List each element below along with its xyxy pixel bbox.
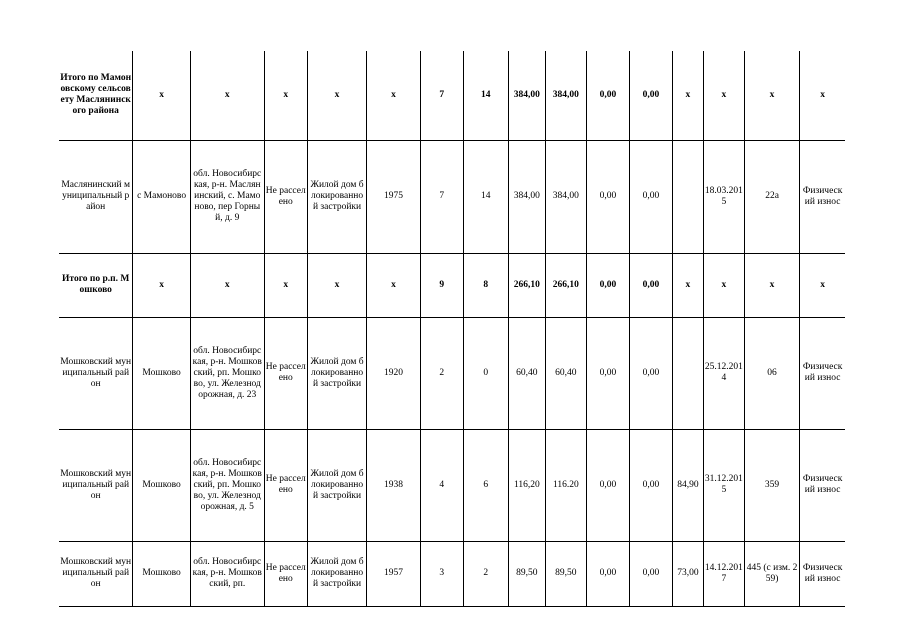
cell-area-b: 0,00 bbox=[586, 253, 629, 317]
cell-area-total: 384,00 bbox=[508, 140, 545, 253]
cell-reason: Физический износ bbox=[800, 317, 845, 429]
cell-area-c: 0,00 bbox=[629, 140, 672, 253]
cell-area-d bbox=[673, 140, 704, 253]
cell-municipality: Мошковский муниципальный район bbox=[59, 429, 133, 541]
cell-reason: Физический износ bbox=[800, 541, 845, 606]
cell-date: х bbox=[703, 51, 744, 140]
cell-year: 1975 bbox=[367, 140, 420, 253]
table-row bbox=[59, 429, 845, 541]
cell-area-b: 0,00 bbox=[586, 140, 629, 253]
cell-municipality: Итого по р.п. Мошково bbox=[59, 253, 133, 317]
cell-area-d: х bbox=[673, 51, 704, 140]
cell-area-total: 266,10 bbox=[508, 253, 545, 317]
cell-reason: х bbox=[800, 51, 845, 140]
cell-status: х bbox=[264, 253, 307, 317]
cell-municipality: Мошковский муниципальный район bbox=[59, 317, 133, 429]
cell-area-a: 89,50 bbox=[545, 541, 586, 606]
cell-settlement: х bbox=[133, 253, 190, 317]
cell-year: 1957 bbox=[367, 541, 420, 606]
cell-address: обл. Новосибирская, р-н. Мошковский, рп. bbox=[190, 541, 264, 606]
cell-area-c: 0,00 bbox=[629, 317, 672, 429]
cell-doc-number: х bbox=[744, 253, 799, 317]
table-row-total-mamonovo bbox=[59, 51, 845, 140]
cell-building-type: Жилой дом блокированной застройки bbox=[307, 541, 367, 606]
cell-area-c: 0,00 bbox=[629, 253, 672, 317]
cell-status: х bbox=[264, 51, 307, 140]
cell-doc-number: 22а bbox=[744, 140, 799, 253]
cell-year: х bbox=[367, 51, 420, 140]
cell-area-d: 84,90 bbox=[673, 429, 704, 541]
cell-area-c: 0,00 bbox=[629, 51, 672, 140]
cell-doc-number: 445 (с изм. 259) bbox=[744, 541, 799, 606]
cell-date: х bbox=[703, 253, 744, 317]
cell-settlement: Мошково bbox=[133, 317, 190, 429]
cell-settlement: Мошково bbox=[133, 541, 190, 606]
cell-settlement: Мошково bbox=[133, 429, 190, 541]
cell-count-b: 0 bbox=[463, 317, 508, 429]
cell-area-a: 384,00 bbox=[545, 51, 586, 140]
cell-count-b: 2 bbox=[463, 541, 508, 606]
cell-area-c: 0,00 bbox=[629, 429, 672, 541]
cell-doc-number: 06 bbox=[744, 317, 799, 429]
cell-date: 14.12.2017 bbox=[703, 541, 744, 606]
cell-area-d: х bbox=[673, 253, 704, 317]
cell-building-type: Жилой дом блокированной застройки bbox=[307, 317, 367, 429]
cell-count-b: 14 bbox=[463, 140, 508, 253]
table-row-total-moshkovo bbox=[59, 253, 845, 317]
table-row bbox=[59, 317, 845, 429]
cell-settlement: с Мамоново bbox=[133, 140, 190, 253]
cell-count-b: 8 bbox=[463, 253, 508, 317]
cell-status: Не расселено bbox=[264, 541, 307, 606]
cell-status: Не расселено bbox=[264, 429, 307, 541]
cell-date: 25.12.2014 bbox=[703, 317, 744, 429]
cell-count-a: 7 bbox=[420, 140, 463, 253]
cell-status: Не расселено bbox=[264, 140, 307, 253]
cell-year: х bbox=[367, 253, 420, 317]
housing-table bbox=[59, 51, 845, 607]
cell-area-c: 0,00 bbox=[629, 541, 672, 606]
cell-address: обл. Новосибирская, р-н. Мошковский, рп. Мошково, ул. Железнодорожная, д. 23 bbox=[190, 317, 264, 429]
cell-area-total: 384,00 bbox=[508, 51, 545, 140]
cell-area-total: 60,40 bbox=[508, 317, 545, 429]
cell-area-total: 116,20 bbox=[508, 429, 545, 541]
cell-area-a: 116.20 bbox=[545, 429, 586, 541]
cell-area-a: 60,40 bbox=[545, 317, 586, 429]
table-row bbox=[59, 541, 845, 606]
cell-count-a: 3 bbox=[420, 541, 463, 606]
cell-municipality: Маслянинский муниципальный район bbox=[59, 140, 133, 253]
cell-year: 1938 bbox=[367, 429, 420, 541]
cell-area-d bbox=[673, 317, 704, 429]
cell-area-a: 266,10 bbox=[545, 253, 586, 317]
cell-reason: х bbox=[800, 253, 845, 317]
cell-municipality: Мошковский муниципальный район bbox=[59, 541, 133, 606]
cell-area-a: 384,00 bbox=[545, 140, 586, 253]
cell-year: 1920 bbox=[367, 317, 420, 429]
cell-building-type: х bbox=[307, 51, 367, 140]
cell-doc-number: 359 bbox=[744, 429, 799, 541]
cell-building-type: х bbox=[307, 253, 367, 317]
cell-area-b: 0,00 bbox=[586, 51, 629, 140]
cell-count-a: 2 bbox=[420, 317, 463, 429]
cell-count-a: 7 bbox=[420, 51, 463, 140]
cell-count-b: 6 bbox=[463, 429, 508, 541]
cell-address: х bbox=[190, 51, 264, 140]
cell-count-a: 9 bbox=[420, 253, 463, 317]
cell-area-b: 0,00 bbox=[586, 429, 629, 541]
cell-count-a: 4 bbox=[420, 429, 463, 541]
cell-area-d: 73,00 bbox=[673, 541, 704, 606]
table-row bbox=[59, 140, 845, 253]
cell-address: х bbox=[190, 253, 264, 317]
cell-address: обл. Новосибирская, р-н. Мошковский, рп. Мошково, ул. Железнодорожная, д. 5 bbox=[190, 429, 264, 541]
cell-date: 18.03.2015 bbox=[703, 140, 744, 253]
cell-area-b: 0,00 bbox=[586, 317, 629, 429]
cell-reason: Физический износ bbox=[800, 429, 845, 541]
cell-municipality: Итого по Мамоновскому сельсовету Маслянинского района bbox=[59, 51, 133, 140]
cell-area-b: 0,00 bbox=[586, 541, 629, 606]
cell-date: 31.12.2015 bbox=[703, 429, 744, 541]
cell-address: обл. Новосибирская, р-н. Маслянинский, с. Мамоново, пер Горный, д. 9 bbox=[190, 140, 264, 253]
cell-status: Не расселено bbox=[264, 317, 307, 429]
cell-building-type: Жилой дом блокированной застройки bbox=[307, 140, 367, 253]
cell-area-total: 89,50 bbox=[508, 541, 545, 606]
cell-doc-number: х bbox=[744, 51, 799, 140]
cell-building-type: Жилой дом блокированной застройки bbox=[307, 429, 367, 541]
cell-settlement: х bbox=[133, 51, 190, 140]
cell-count-b: 14 bbox=[463, 51, 508, 140]
cell-reason: Физический износ bbox=[800, 140, 845, 253]
